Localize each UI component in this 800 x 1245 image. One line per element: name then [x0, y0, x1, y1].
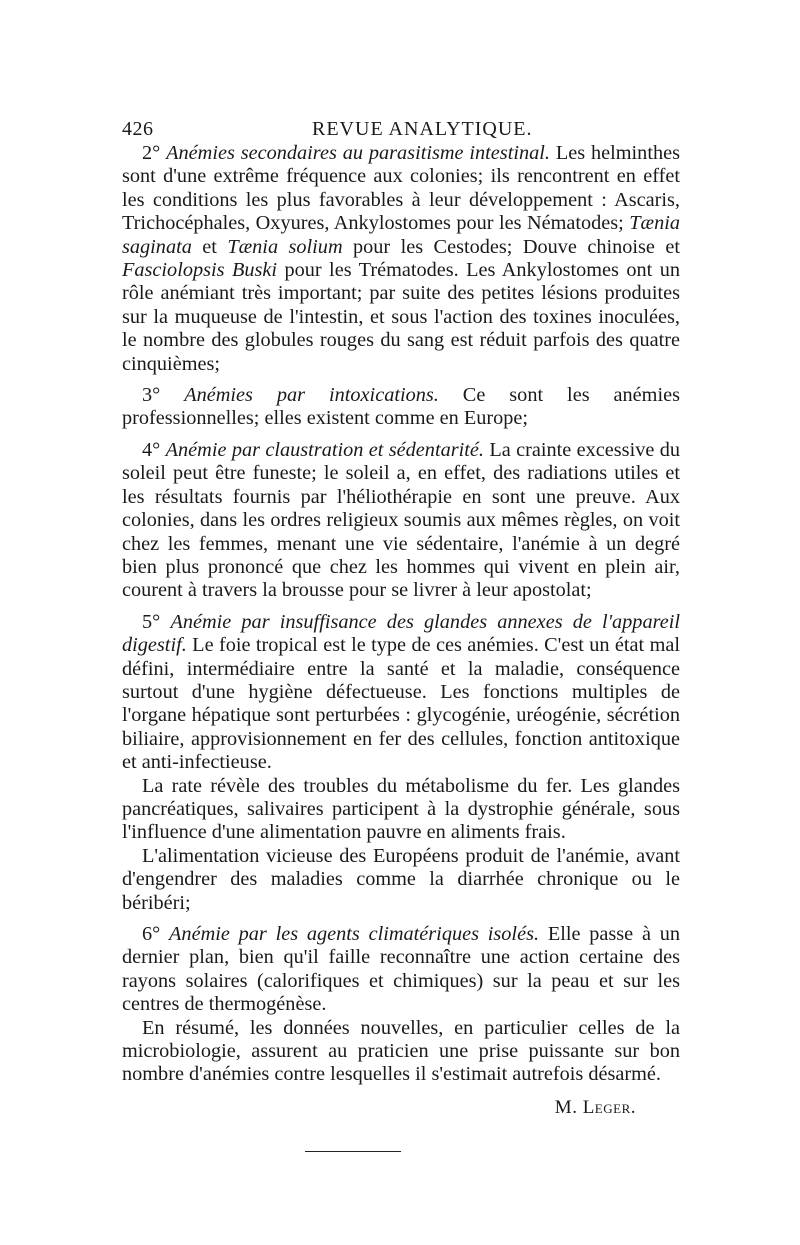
section-2-italic-a: Tænia saginata	[122, 212, 680, 258]
end-rule	[305, 1151, 401, 1152]
section-6-text: Elle passe à un dernier plan, bien qu'il faille reconnaître une action certaine des rayons solaires (calorifiques et chimiques) sur la peau et sur les centres de thermogénèse.	[122, 923, 681, 1016]
section-5-paragraph-2: La rate révèle des troubles du métabolisme du fer. Les glandes pancréatiques, salivaires participent à la dystrophie générale, sous l'influence d'une alimentation pauvre en aliments frais.	[122, 774, 680, 844]
section-2-text-a: Les helminthes sont d'une extrême fréquence aux colonies; ils rencontrent en effet les conditions les plus favorables à leur développement : Ascaris, Trichocéphales, Oxyures, Ankylostomes pour les Nématodes;	[122, 142, 680, 235]
section-6-number: 6°	[142, 923, 161, 945]
section-3-number: 3°	[142, 384, 161, 407]
section-5-number: 5°	[142, 610, 161, 633]
author-surname: Leger.	[582, 1096, 636, 1118]
section-6-paragraph	[122, 923, 680, 1017]
section-2-text-b: et	[191, 235, 228, 258]
section-5-text: Le foie tropical est le type de ces anémies. C'est un état mal défini, intermédiaire entre la santé et la maladie, conséquence surtout d'une hygiène défectueuse. Les fonctions multiples de l'organe hépatique sont perturbées : glycogénie, uréogénie, sécrétion biliaire, approvisionnement en fer des cellules, fonction antitoxique et anti-infectieuse.	[122, 634, 680, 774]
conclusion-paragraph: En résumé, les données nouvelles, en particulier celles de la microbiologie, assurent au praticien une prise puissante sur bon nombre d'anémies contre lesquelles il s'estimait autrefois désarmé.	[122, 1016, 680, 1086]
page-number: 426	[122, 118, 154, 140]
running-head	[122, 112, 680, 142]
section-3-paragraph	[122, 384, 680, 431]
section-5-paragraph-3: L'alimentation vicieuse des Européens produit de l'anémie, avant d'engendrer des maladies comme la diarrhée chronique ou le béribéri;	[122, 844, 680, 914]
author-signature	[122, 1097, 680, 1119]
section-4-heading: Anémie par claustration et sédentarité.	[165, 438, 484, 461]
journal-title: REVUE ANALYTIQUE.	[312, 118, 533, 140]
section-2-heading: Anémies secondaires au parasitisme intestinal.	[166, 142, 550, 164]
section-2-text-d: pour les Trématodes. Les Ankylostomes ont un rôle anémiant très important; par suite des petites lésions produites sur la muqueuse de l'intestin, et sous l'action des toxines inoculées, le nombre des globules rouges du sang est réduit parfois des quatre cinquièmes;	[122, 259, 680, 375]
section-5-heading: Anémie par insuffisance des glandes annexes de l'appareil digestif.	[122, 610, 680, 657]
section-2-italic-b: Tænia solium	[227, 235, 343, 258]
section-2-text-c: pour les Cestodes; Douve chinoise et	[342, 235, 680, 258]
section-2-italic-c: Fasciolopsis Buski	[122, 259, 278, 282]
author-initial: M.	[554, 1096, 578, 1118]
section-2-paragraph	[122, 142, 680, 376]
page	[122, 112, 680, 1152]
section-4-paragraph	[122, 439, 680, 603]
section-2-number: 2°	[142, 142, 161, 164]
section-3-heading: Anémies par intoxications.	[184, 384, 439, 407]
section-5-paragraph	[122, 611, 680, 775]
section-4-text: La crainte excessive du soleil peut être funeste; le soleil a, en effet, des radiations utiles et les résultats fournis par l'héliothérapie en sont une preuve. Aux colonies, dans les ordres religieux soumis aux mêmes règles, on voit chez les femmes, menant une vie sédentaire, l'anémie à un degré bien plus prononcé que chez les hommes qui vivent en plein air, courent à travers la brousse pour se livrer à leur apostolat;	[122, 438, 680, 602]
section-6-heading: Anémie par les agents climatériques isolés.	[169, 923, 540, 945]
section-3-text: Ce sont les anémies professionnelles; elles existent comme en Europe;	[122, 384, 680, 430]
section-4-number: 4°	[142, 438, 161, 461]
